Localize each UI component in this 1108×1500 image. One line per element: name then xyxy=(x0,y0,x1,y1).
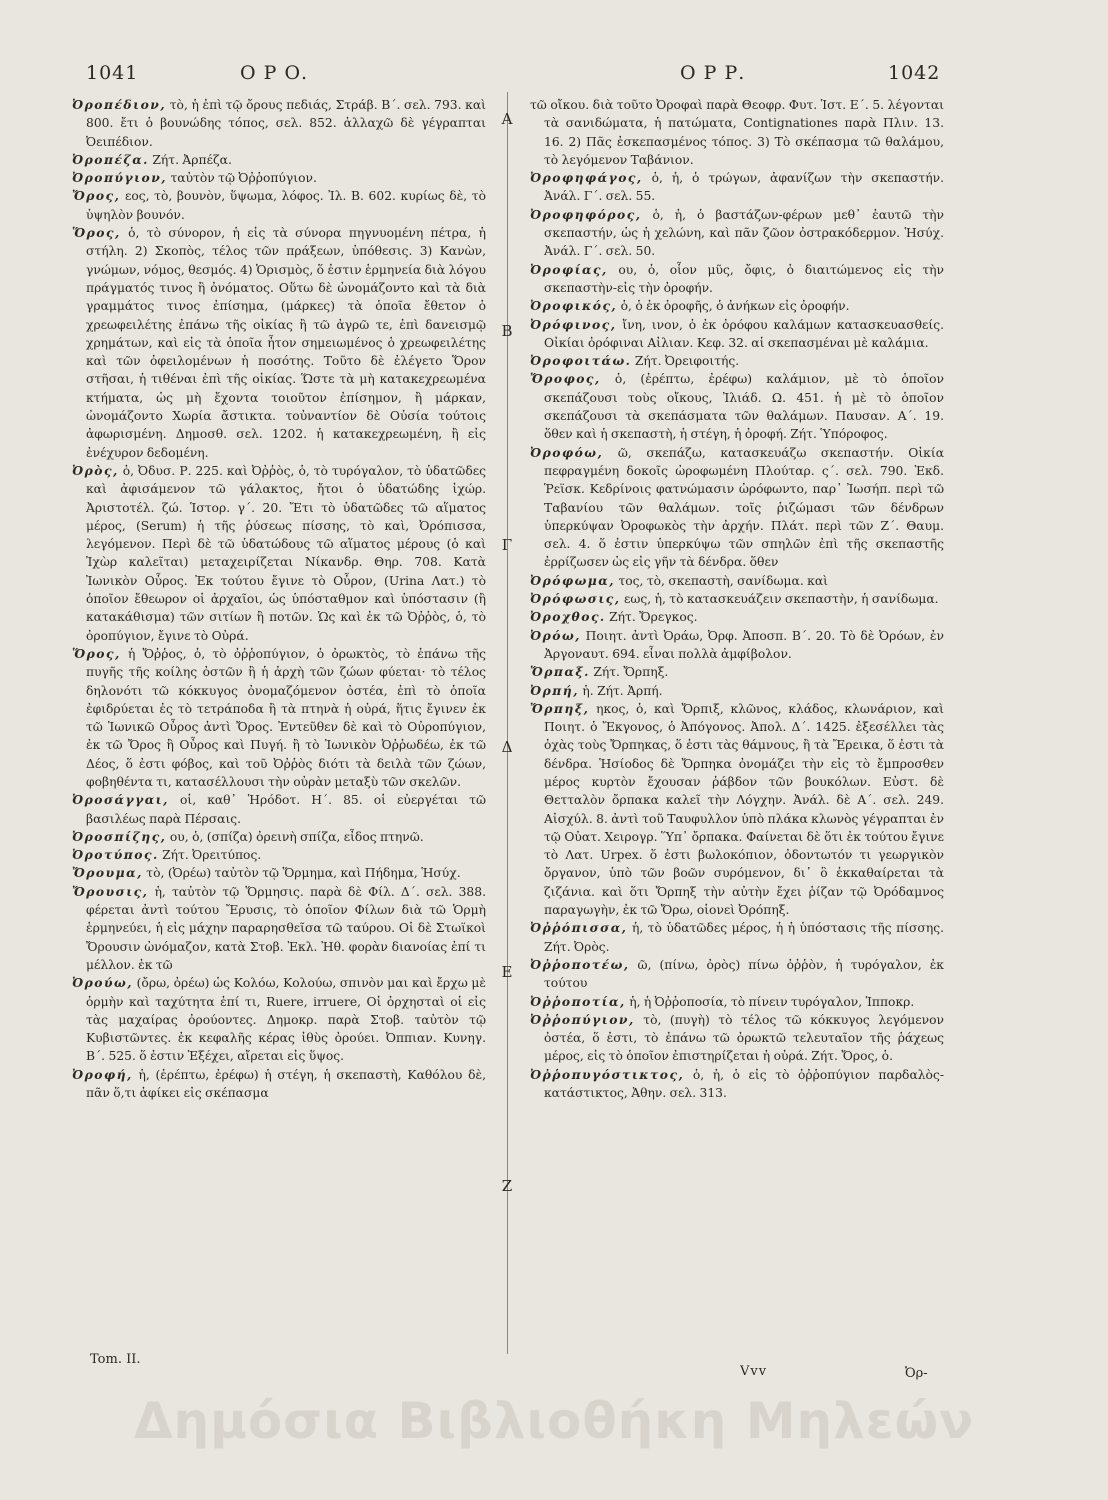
entry-definition: εος, τὸ, βουνὸν, ὕψωμα, λόφος. Ἰλ. Β. 602. κυρίως δὲ, τὸ ὑψηλὸν βουνόν. xyxy=(86,189,486,222)
entry-definition: ἡ, (ἐρέπτω, ἐρέφω) ἡ στέγη, ἡ σκεπαστὴ, Καθόλου δὲ, πᾶν ὅ,τι ἀφίκει εἰς σκέπασμα xyxy=(86,1067,486,1101)
entry-headword: Ὄρπηξ, xyxy=(530,700,590,716)
entry-headword: Ὀῤῥοποτέω, xyxy=(530,956,630,972)
dictionary-entry xyxy=(530,919,944,956)
right-column xyxy=(530,96,944,1102)
entry-headword: Ὀροσπίζης, xyxy=(72,828,167,844)
right-running-head: Ο Ρ Ρ. xyxy=(680,62,746,84)
entry-definition: Ζήτ. Ἀρπέζα. xyxy=(148,152,232,167)
entry-definition: εως, ἡ, τὸ κατασκευάζειν σκεπαστὴν, ἡ σανίδωμα. xyxy=(620,592,939,607)
dictionary-entry xyxy=(72,169,486,187)
dictionary-entry xyxy=(72,864,486,882)
entry-headword: Ὀῤῥοπυγόστικτος, xyxy=(530,1066,685,1082)
dictionary-entry xyxy=(72,974,486,1065)
entry-headword: Ὄρος, xyxy=(72,188,121,204)
entry-definition: ῶ, σκεπάζω, κατασκευάζω σκεπαστήν. Οἰκία πεφραγμένη δοκοῖς ὠροφωμένη Πλούταρ. ς΄. σελ. 790. Ἐκδ. Ῥεϊσκ. Κεδρίνοις φατνώμασιν ὠρόφωντο, παρ᾽ Ἰωσήπ. περὶ τῶ Ταβανίου τῶν θαλάμων. τοῖς ῥιζώμασι τῶν δένδρων ὑπερκύψαν Ὀροφωκὸς τὴν ἀρχήν. Πλάτ. περὶ τῶν Ζ΄. Θαυμ. σελ. 4. ὅ ἐστιν ὑπερκύψω τῶν σπηλῶν ἐπὶ τῆς σκεπαστῆς ἐρρίζωσεν ὡς εἰς γῆν τὰ δένδρα. ὅθεν xyxy=(544,445,944,570)
entry-headword: Ὀρόω, xyxy=(530,627,581,643)
entry-headword: Ὀροτύπος. xyxy=(72,847,159,863)
dictionary-entry xyxy=(530,352,944,370)
entry-definition: ἡ, ταὐτὸν τῷ Ὅρμησις. παρὰ δὲ Φίλ. Δ΄. σελ. 388. φέρεται ἀντὶ τούτου Ἔρυσις, τὸ ὁποῖον Φίλων διὰ τῶ Ὁρμὴ ἑρμηνεύει, ἡ εἰς μάχην παραρησθεῖσα τῶ ταύρου. Οἱ δὲ Στωϊκοὶ Ὄρουσιν ὠνόμαζον, κατὰ Στοβ. Ἐκλ. Ἠθ. φορὰν διανοίας ἐπί τι μέλλον. ἐκ τῶ xyxy=(86,884,486,972)
entry-headword: Ὀρούω, xyxy=(72,975,133,991)
dictionary-entry xyxy=(530,663,944,681)
entry-definition: ἴνη, ινον, ὁ ἐκ ὀρόφου καλάμων κατασκευασθείς. Οἰκίαι ὀρόφιναι Αἰλιαν. Κεφ. 32. αἱ σκεπασμέναι μὲ καλάμια. xyxy=(544,317,944,350)
entry-headword: Ὄροφος, xyxy=(530,371,601,387)
entry-headword: Ὀρόφωμα, xyxy=(530,572,616,588)
dictionary-entry xyxy=(530,627,944,664)
dictionary-entry xyxy=(530,206,944,261)
dictionary-entry xyxy=(530,370,944,443)
dictionary-entry xyxy=(530,261,944,298)
dictionary-entry xyxy=(72,645,486,791)
entry-definition: ἡ, ἡ Ὀῤῥοποσία, τὸ πίνειν τυρόγαλον, Ἱπποκρ. xyxy=(625,994,915,1009)
section-letter: Α xyxy=(501,110,513,128)
entry-definition: ὁ, τὸ σύνορον, ἡ εἰς τὰ σύνορα πηγνυομένη πέτρα, ἡ στήλη. 2) Σκοπὸς, τέλος τῶν πράξεων, ὑπόθεσις. 3) Κανὼν, γνώμων, νόμος, θεσμός. 4) Ὁρισμὸς, ὅ ἐστιν ἑρμηνεία διὰ λόγου πράγματός τινος ἢ ὀνόματος. Οὕτω δὲ ὠνομάζοντο καὶ τὰ διὰ γραμμάτος τινος ἐπίσημα, (μάρκες) τὰ ὁποῖα ἔθετον ὁ χρεωφειλέτης ἐπάνω τῆς οἰκίας ἢ τῶ ἀγρῶ τε, ἐπὶ δανεισμῷ χρημάτων, καὶ εἰς τὰ ὁποῖα ἦτον σημειωμένος ὁ χρεωφειλέτης καὶ τῶν ὀφειλομένων ἡ ποσότης. Τοῦτο δὲ ἐλέγετο Ὅρον στῆσαι, ἡ τιθέναι ἐπὶ τῆς οἰκίας. Ὥστε τὰ μὴ κατακεχρεωμένα κτήματα, ὡς μὴ ἔχοντα τοιοῦτον ἐπίσημον, ἢ μάρκαν, ὠνομάζοντο Χωρία ἄστικτα. τοὐναντίον δὲ Οὐσία τούτοις ἀφωρισμένη. Δημοσθ. σελ. 1202. ἡ κατακεχρεωμένη, ἢ εἰς ἐνέχυρον δεδομένη. xyxy=(86,226,486,460)
dictionary-entry xyxy=(72,187,486,224)
dictionary-entry xyxy=(530,316,944,353)
entry-headword: Ὀρόφινος, xyxy=(530,316,617,332)
entry-definition: Ζήτ. Ὀρειτύπος. xyxy=(158,848,262,863)
entry-headword: Ὄρουσις, xyxy=(72,883,149,899)
library-watermark: Δημόσια Βιβλιοθήκη Μηλεών xyxy=(133,1392,975,1450)
entry-headword: Ὀρὸς, xyxy=(72,462,119,478)
entry-definition: ὁ, Ὀδυσ. Ρ. 225. καὶ Ὀῤῥὸς, ὁ, τὸ τυρόγαλον, τὸ ὑδατῶδες καὶ ἀφισάμενον τῶ γάλακτος, ἤτοι ὁ ὑδατώδης ἰχώρ. Ἀριστοτέλ. ζώ. Ἱστορ. γ΄. 20. Ἔτι τὸ ὑδατῶδες τῶ αἵματος μέρος, (Serum) ἡ τῆς ῥύσεως πίσσης, τὸ καὶ, Ὀρόπισσα, λεγόμενον. Περὶ δὲ τῶ ὑδατώδους τῶ αἵματος μέρους (ὁ καὶ Ἰχὼρ καλεῖται) μεταχειρίζεται Νίκανδρ. Θηρ. 708. Κατὰ Ἰωνικὸν Οὖρος. Ἐκ τούτου ἔγινε τὸ Οὖρον, (Urina Λατ.) τὸ ὁποῖον ἔθεωρον οἱ ἀρχαῖοι, ὡς ὑπόσταθμον καὶ ὑπόστασιν (ἢ κατακάθισμα) τῶν σιτίων ἢ ποτῶν. Ὡς καὶ ἐκ τῶ Ὀῤῥὸς, ὁ, τὸ ὀροπύγιον, ἔγινε τὸ Οὐρά. xyxy=(86,463,486,643)
entry-headword: Ὀροσάγγαι, xyxy=(72,792,169,808)
dictionary-entry xyxy=(530,444,944,572)
dictionary-entry xyxy=(530,297,944,315)
entry-headword: Ὄρπαξ. xyxy=(530,664,590,680)
entry-definition: ἡ, τὸ ὑδατῶδες μέρος, ἡ ἡ ὑπόστασις τῆς πίσσης. Ζήτ. Ὀρὸς. xyxy=(544,921,944,954)
dictionary-entry xyxy=(530,169,944,206)
entry-headword: Ὀῤῥόπισσα, xyxy=(530,920,628,936)
entry-headword: Ὀῤῥοπύγιον, xyxy=(530,1011,635,1027)
entry-headword: Ὀροπέζα. xyxy=(72,151,149,167)
section-letter: Ζ xyxy=(501,1177,513,1195)
dictionary-entry xyxy=(530,682,944,700)
entry-definition: Ζήτ. Ὄρπηξ. xyxy=(589,665,669,680)
left-column xyxy=(72,96,486,1102)
entry-definition: ῶ, (πίνω, ὀρὸς) πίνω ὀῤῥὸν, ἡ τυρόγαλον, ἐκ τούτου xyxy=(544,957,944,991)
dictionary-entry xyxy=(72,462,486,645)
section-letter: Γ xyxy=(501,536,513,554)
entry-definition: ὁ, ἡ, ὁ τρώγων, ἀφανίζων τὴν σκεπαστήν. Ἀνάλ. Γ΄. σελ. 55. xyxy=(544,171,944,204)
catchword: Ὀρ- xyxy=(905,1366,928,1381)
entry-headword: Ὀροφόω, xyxy=(530,444,604,460)
signature-mark: Vvv xyxy=(740,1364,768,1379)
dictionary-entry xyxy=(530,608,944,626)
left-running-head: Ο Ρ Ο. xyxy=(240,62,309,84)
entry-definition: ου, ὁ, (σπίζα) ὀρεινὴ σπίζα, εἶδος πτηνῶ. xyxy=(166,829,424,844)
dictionary-entry xyxy=(530,993,944,1011)
entry-headword: Ὀροπύγιον, xyxy=(72,170,168,186)
entry-headword: Ὀροφικός, xyxy=(530,298,618,314)
entry-headword: Ὀρόφωσις, xyxy=(530,591,621,607)
section-letter: Ε xyxy=(501,963,513,981)
entry-definition: τὸ, (πυγὴ) τὸ τέλος τῶ κόκκυγος λεγόμενον ὀστέα, ὅ ἐστι, τὸ ἐπάνω τῶ ὀρωκτῶ τελευταῖον τῆς ῥάχεως μέρος, εἰς τὸ ὁποῖον ἐπιστηρίζεται ἡ οὐρά. Ζήτ. Ὄρος, ὁ. xyxy=(544,1012,944,1064)
entry-definition: τῶ οἴκου. διὰ τοῦτο Ὀροφαὶ παρὰ Θεοφρ. Φυτ. Ἱστ. Ε΄. 5. λέγονται τὰ σανιδώματα, ἡ πατώματα, Contignationes παρὰ Πλιν. 13. 16. 2) Πᾶς ἐσκεπασμένος τόπος. 3) Τὸ σκέπασμα τῶ θαλάμου, τὸ λεγόμενον Ταβάνιον. xyxy=(530,98,944,167)
entry-definition: Ζήτ. Ὄρεγκος. xyxy=(605,610,698,625)
dictionary-entry xyxy=(530,572,944,590)
entry-definition: ὁ, ἡ, ὁ εἰς τὸ ὀῤῥοπύγιον παρδαλὸς-κατάστικτος, Ἀθην. σελ. 313. xyxy=(544,1067,944,1101)
entry-definition: τος, τὸ, σκεπαστὴ, σανίδωμα. καὶ xyxy=(615,573,828,588)
section-letter: Β xyxy=(501,322,513,340)
entry-headword: Ὀροφή, xyxy=(72,1066,133,1082)
dictionary-entry xyxy=(72,1066,486,1103)
dictionary-entry xyxy=(530,590,944,608)
dictionary-entry xyxy=(530,956,944,993)
entry-definition: οἱ, καθ᾽ Ἡρόδοτ. Η΄. 85. οἱ εὐεργέται τῶ βασιλέως παρὰ Πέρσαις. xyxy=(86,793,486,826)
entry-definition: Ζήτ. Ὀρειφοιτής. xyxy=(631,354,740,369)
entry-headword: Ὀροχθος. xyxy=(530,609,606,625)
entry-headword: Ὀροφηφάγος, xyxy=(530,170,643,186)
dictionary-entry xyxy=(72,828,486,846)
dictionary-entry xyxy=(530,700,944,920)
entry-headword: Ὅρος, xyxy=(72,645,121,661)
dictionary-entry xyxy=(530,96,944,169)
dictionary-entry xyxy=(72,883,486,974)
entry-definition: ἡ. Ζήτ. Ἀρπή. xyxy=(578,683,663,698)
entry-definition: ἡ Ὄῤῥος, ὁ, τὸ ὀῤῥοπύγιον, ὁ ὀρωκτὸς, τὸ ἐπάνω τῆς πυγῆς τῆς κοίλης ὀστῶν ἢ ἡ ἀρχὴ τῶν ζώων φύεται· τὸ τέλος δηλονότι τῶ κόκκυγος ὀνομαζόμενον ὀστέα, ἐπὶ τὸ ὁποῖα ἐφιδρύεται ἐς τὸ τετράποδα ἢ τὰ πτηνὰ ἡ οὐρά, ἥτις ἔγινεν ἐκ τῶ Ἰωνικῶ Οὖρος ἀντὶ Ὄρος. Ἐντεῦθεν δὲ καὶ τὸ Οὐροπύγιον, ἐκ τῶ Ὄρος ἢ Οὖρος καὶ Πυγή. ἢ τὸ Ἰωνικὸν Ὀῤῥωδέω, ἐκ τῶ Δέος, ὅ ἐστι φόβος, καὶ τοῦ Ὀῤῥὸς διότι τὰ δειλὰ τῶν ζώων, φοβηθέντα τι, κατασέλλουσι τὴν οὐρὰν μεταξὺ τῶν σκελῶν. xyxy=(86,646,486,789)
dictionary-entry xyxy=(72,846,486,864)
entry-definition: τὸ, ἡ ἐπὶ τῷ ὄρους πεδιάς, Στράβ. Β΄. σελ. 793. καὶ 800. ἔτι ὁ βουνώδης τόπος, σελ. 852. ἀλλαχῶ δὲ γέγραπται Ὀειπέδιον. xyxy=(86,98,486,149)
entry-definition: ου, ὁ, οἷον μῦς, ὄφις, ὁ διαιτώμενος εἰς τὴν σκεπαστὴν-εἰς τὴν ὀροφήν. xyxy=(544,262,944,295)
entry-definition: ηκος, ὁ, καὶ Ὄρπιξ, κλῶνος, κλάδος, κλωνάριον, καὶ Ποιητ. ὁ Ἔκγονος, ὁ Ἀπόγονος. Ἀπολ. Δ΄. 1425. ἐξεσέλλει τὰς ὀχὰς τοὺς Ὄρπηκας, ὅ ἐστι τὰς θάμνους, ἢ τὰ Ἔρεικα, ὅ ἐστι τὰ δένδρα. Ἡσίοδος δὲ Ὄρπηκα ὀνομάζει τὴν εἰς τὸ ἔμπροσθεν μέρος κυρτὸν ἔχουσαν ῥάβδον τῶν βουκόλων. Εὐστ. δὲ Θετταλὸν ὄρπακα καλεῖ τὴν Λόγχην. Ἀνάλ. δὲ Α΄. σελ. 249. Αἰσχύλ. 8. ἀντὶ τοῦ Ταυφυλλον ὑπὸ πλάκα κλωνὸς γέγραπται ἐν τῷ Οὐατ. Χειρογρ. Ὕπ᾽ ὄρπακα. Φαίνεται δὲ ὅτι ἐκ τούτου ἔγινε τὸ Λατ. Urpex. ὅ ἐστι βωλοκόπιον, ὀδοντωτόν τι γεωργικὸν ὄργανον, ὑπὸ τῶν βοῶν συρόμενον, δι᾽ ὃ ἐκκαθαίρεται τὰ ζιζάνια. καὶ ὅτι Ὄρπηξ τὴν αὐτὴν ἔχει ῥίζαν τῷ Ὀρόδαμνος παραγωγὴν, ἐκ τῶ Ὄρω, οἱονεὶ Ὀρόπηξ. xyxy=(544,701,944,918)
entry-headword: Ὀροπέδιον, xyxy=(72,97,167,112)
entry-definition: τὸ, (Ὀρέω) ταὐτὸν τῷ Ὅρμημα, καὶ Πήδημα, Ἡσύχ. xyxy=(142,866,461,881)
entry-headword: Ὀρπή, xyxy=(530,682,579,698)
left-page-number: 1041 xyxy=(86,62,139,84)
entry-definition: ταὐτὸν τῷ Ὀῤῥοπύγιον. xyxy=(167,171,317,186)
dictionary-entry xyxy=(72,151,486,169)
page-header xyxy=(70,62,1048,98)
dictionary-entry xyxy=(530,1066,944,1103)
entry-headword: Ὅρος, xyxy=(72,225,121,241)
section-letter: Δ xyxy=(501,738,513,756)
entry-definition: ὁ, (ἐρέπτω, ἐρέφω) καλάμιον, μὲ τὸ ὁποῖον σκεπάζουσι τοὺς οἴκους, Ἰλιάδ. Ω. 451. ἡ μὲ τὸ ὁποῖον σκεπάζουσι τὰ σκεπάσματα τῶν θαλάμων. Παυσαν. Α΄. 19. ὅθεν καὶ ἡ σκεπαστὴ, ἡ στέγη, ἡ ὀροφή. Ζήτ. Ὑπόροφος. xyxy=(544,372,944,442)
column-divider xyxy=(507,92,508,1354)
dictionary-entry xyxy=(72,224,486,462)
entry-definition: ὁ, ἡ, ὁ βαστάζων-φέρων μεθ᾽ ἑαυτῶ τὴν σκεπαστήν, ὡς ἡ χελώνη, καὶ πᾶν ζῶον ὀστρακόδερμον. Ἡσύχ. Ἀνάλ. Γ΄. σελ. 50. xyxy=(544,207,944,259)
entry-headword: Ὀροφηφόρος, xyxy=(530,206,642,222)
entry-headword: Ὄρουμα, xyxy=(72,865,143,881)
volume-label: Tom. II. xyxy=(90,1352,141,1367)
right-page-number: 1042 xyxy=(888,62,941,84)
entry-headword: Ὀροφοιτάω. xyxy=(530,353,632,369)
entry-definition: Ποιητ. ἀντὶ Ὀράω, Ὀρφ. Ἀποσπ. Β΄. 20. Τὸ δὲ Ὀρόων, ἐν Ἀργοναυτ. 694. εἶναι πολλὰ ἀμφίβολον. xyxy=(544,628,944,661)
entry-headword: Ὀροφίας, xyxy=(530,261,608,277)
dictionary-entry xyxy=(530,1011,944,1066)
entry-headword: Ὀῤῥοποτία, xyxy=(530,993,626,1009)
entry-definition: ὁ, ὁ ἐκ ὀροφῆς, ὁ ἀνήκων εἰς ὀροφήν. xyxy=(617,299,850,314)
dictionary-entry xyxy=(72,96,486,151)
entry-definition: (ὄρω, ὀρέω) ὡς Κολόω, Κολούω, σπινὸν μαι καὶ ἔρχω μὲ ὁρμὴν καὶ ταχύτητα ἐπί τι, Ruere, irruere, Οἱ ὀρχησταὶ οἱ εἰς τὰς μαχαίρας ὀρούοντες. Δημοκρ. παρὰ Στοβ. ταὐτὸν τῷ Κυβιστῶντες. ἐκ κεφαλῆς κέρας ἰθὺς ὀρούει. Ὀππιαν. Κυνηγ. Β΄. 525. ὅ ἐστιν Ἐξέχει, αἴρεται εἰς ὕψος. xyxy=(86,976,486,1064)
dictionary-entry xyxy=(72,791,486,828)
